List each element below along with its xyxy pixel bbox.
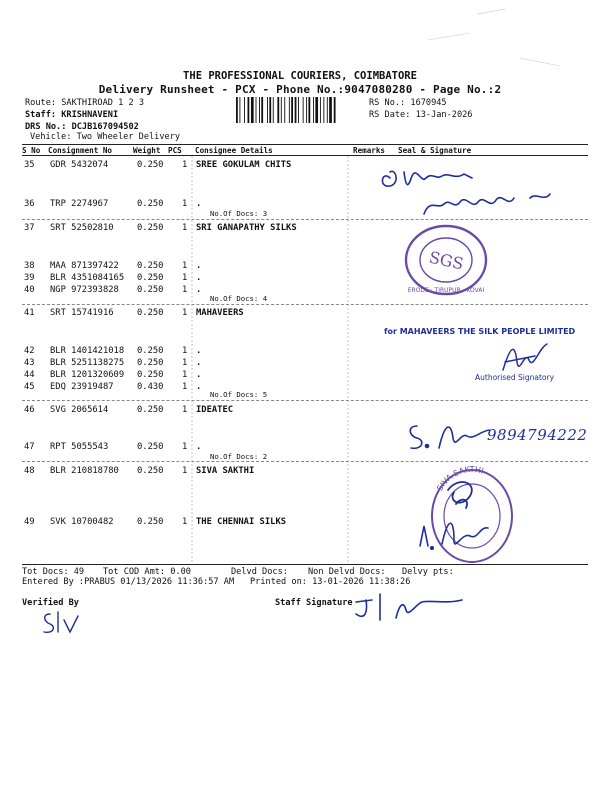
row-weight: 0.250 [137,223,164,233]
row-sno: 38 [24,261,35,271]
svg-text:ERODE · TIRUPUR · KOVAI: ERODE · TIRUPUR · KOVAI [407,287,485,294]
rs-date: RS Date: 13-Jan-2026 [369,110,473,120]
row-weight: 0.250 [137,517,164,527]
total-cod-amount: Tot COD Amt: 0.00 [103,567,191,577]
row-pcs: 1 [182,346,188,356]
authorised-signatory-label: Authorised Signatory [475,373,555,382]
row-consignee: SRI GANAPATHY SILKS [196,223,297,233]
sgs-seal [396,222,492,298]
row-separator [22,304,588,305]
row-sno: 40 [24,285,35,295]
row-pcs: 1 [182,382,188,392]
row-consignee: . [196,370,202,380]
runsheet-title: Delivery Runsheet - PCX - Phone No.:9047080280 - Page No.:2 [98,83,502,96]
company-title: THE PROFESSIONAL COURIERS, COIMBATORE [183,70,417,82]
column-header-seal: Seal & Signature [398,146,472,155]
vehicle-label: Vehicle: Two Wheeler Delivery [30,132,181,142]
row-sno: 43 [24,358,35,368]
verified-by-label: Verified By [22,598,79,608]
drs-number: DRS No.: DCJB167094502 [25,122,139,132]
row-pcs: 1 [182,223,188,233]
column-header-weight: Weight [133,146,161,155]
row-pcs: 1 [182,466,188,476]
row-consignment-no: BLR 5251138275 [50,358,125,368]
staff-label: Staff: KRISHNAVENI [25,110,119,120]
siva-sakthi-seal [418,456,518,584]
row-pcs: 1 [182,199,188,209]
verified-signature [40,606,90,636]
row-weight: 0.250 [137,199,164,209]
row-sno: 49 [24,517,35,527]
row-consignment-no: SRT 52502810 [50,223,114,233]
row-pcs: 1 [182,285,188,295]
row-pcs: 1 [182,442,188,452]
row-sno: 47 [24,442,35,452]
row-weight: 0.250 [137,285,164,295]
column-header-sno: S No [22,146,41,155]
delivery-points: Delvy pts: [402,567,454,577]
row-pcs: 1 [182,358,188,368]
row-consignment-no: BLR 210818780 [50,466,119,476]
row-consignment-no: MAA 871397422 [50,261,119,271]
delivered-docs: Delvd Docs: [231,567,288,577]
row-consignee: MAHAVEERS [196,308,244,318]
row-weight: 0.250 [137,370,164,380]
row-sno: 45 [24,382,35,392]
row-pcs: 1 [182,308,188,318]
row-consignment-no: RPT 5055543 [50,442,109,452]
row-consignee: . [196,358,202,368]
row-weight: 0.250 [137,442,164,452]
row-consignee: . [196,442,202,452]
row-separator [22,400,588,401]
handwritten-signature [360,158,560,220]
row-consignee: . [196,382,202,392]
non-delivered-docs: Non Delvd Docs: [308,567,386,577]
row-weight: 0.250 [137,405,164,415]
row-weight: 0.250 [137,466,164,476]
row-consignee: . [196,346,202,356]
row-consignee: IDEATEC [196,405,234,415]
row-consignment-no: SVK 10700482 [50,517,114,527]
svg-text:SIVA SAKTHI: SIVA SAKTHI [435,464,485,493]
docs-note: No.Of Docs: 2 [210,452,268,461]
row-consignment-no: BLR 1201320609 [50,370,125,380]
svg-text:SGS: SGS [427,247,466,274]
row-pcs: 1 [182,517,188,527]
row-consignee: SREE GOKULAM CHITS [196,160,292,170]
handwritten-phone: 9894794222 [487,426,588,444]
row-pcs: 1 [182,370,188,380]
printed-on: Printed on: 13-01-2026 11:38:26 [250,577,411,587]
row-pcs: 1 [182,273,188,283]
row-weight: 0.250 [137,160,164,170]
rs-number: RS No.: 1670945 [369,98,447,108]
row-sno: 48 [24,466,35,476]
row-sno: 44 [24,370,35,380]
row-pcs: 1 [182,261,188,271]
row-pcs: 1 [182,160,188,170]
staff-signature-label: Staff Signature [275,598,353,608]
row-consignment-no: BLR 1401421018 [50,346,125,356]
row-consignee: . [196,285,202,295]
row-weight: 0.250 [137,358,164,368]
route-label: Route: SAKTHIROAD 1 2 3 [25,98,144,108]
row-pcs: 1 [182,405,188,415]
staff-signature [350,588,470,624]
mahaveers-stamp-line: for MAHAVEERS THE SILK PEOPLE LIMITED [384,327,576,336]
row-sno: 39 [24,273,35,283]
row-weight: 0.250 [137,261,164,271]
total-docs: Tot Docs: 49 [22,567,85,577]
row-consignee: . [196,273,202,283]
row-consignment-no: NGP 972393828 [50,285,119,295]
row-consignment-no: GDR 5432074 [50,160,109,170]
column-header-consignment: Consignment No [48,146,113,155]
row-consignment-no: SVG 2065614 [50,405,109,415]
row-consignee: . [196,199,202,209]
row-sno: 35 [24,160,35,170]
row-sno: 42 [24,346,35,356]
row-sno: 46 [24,405,35,415]
row-consignment-no: BLR 4351084165 [50,273,125,283]
column-header-remarks: Remarks [353,146,386,155]
docs-note: No.Of Docs: 4 [210,294,268,303]
row-weight: 0.250 [137,308,164,318]
row-consignee: SIVA SAKTHI [196,466,255,476]
row-sno: 41 [24,308,35,318]
row-weight: 0.250 [137,273,164,283]
entered-by: Entered By :PRABUS 01/13/2026 11:36:57 AM [22,577,235,587]
row-consignee: . [196,261,202,271]
row-sno: 37 [24,223,35,233]
row-consignment-no: SRT 15741916 [50,308,114,318]
column-header-pcs: PCS [168,146,182,155]
row-weight: 0.250 [137,346,164,356]
row-consignment-no: EDQ 23919487 [50,382,114,392]
row-consignment-no: TRP 2274967 [50,199,109,209]
row-sno: 36 [24,199,35,209]
docs-note: No.Of Docs: 3 [210,209,268,218]
row-consignee: THE CHENNAI SILKS [196,517,287,527]
row-weight: 0.430 [137,382,164,392]
column-header-consignee: Consignee Details [195,146,273,155]
docs-note: No.Of Docs: 5 [210,390,268,399]
